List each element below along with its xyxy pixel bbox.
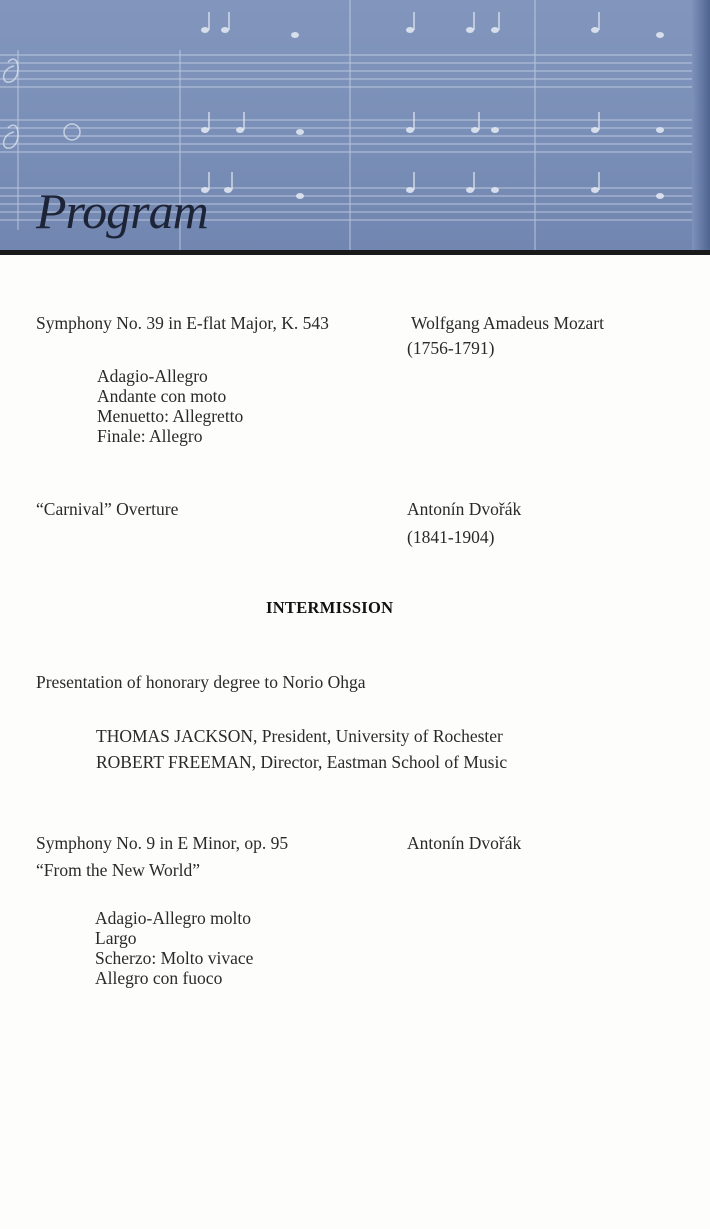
presenter-line: THOMAS JACKSON, President, University of Rochester (96, 726, 503, 746)
work3-subtitle: “From the New World” (36, 860, 200, 880)
intermission-heading: INTERMISSION (266, 598, 394, 617)
work2-dates: (1841-1904) (407, 527, 495, 547)
movement-item: Andante con moto (97, 386, 227, 406)
movement-item: Scherzo: Molto vivace (95, 948, 254, 968)
work1-dates: (1756-1791) (407, 338, 495, 358)
work1-composer: Wolfgang Amadeus Mozart (411, 313, 604, 333)
movement-item: Adagio-Allegro (97, 366, 208, 386)
movement-item: Largo (95, 928, 137, 948)
presentation-text: Presentation of honorary degree to Norio Ohga (36, 672, 366, 692)
work2-composer: Antonín Dvořák (407, 499, 522, 519)
work2-title: “Carnival” Overture (36, 499, 179, 519)
header-divider (0, 250, 710, 255)
program-header-band (0, 0, 710, 250)
movement-item: Finale: Allegro (97, 426, 203, 446)
presenter-line: ROBERT FREEMAN, Director, Eastman School of Music (96, 752, 508, 772)
work1-movements (97, 366, 243, 446)
movement-item: Menuetto: Allegretto (97, 406, 244, 426)
page-title: Program (36, 183, 208, 239)
movement-item: Allegro con fuoco (95, 968, 223, 988)
work3-composer: Antonín Dvořák (407, 833, 522, 853)
movement-item: Adagio-Allegro molto (95, 908, 252, 928)
header-edge-shade (692, 0, 710, 250)
work3-title: Symphony No. 9 in E Minor, op. 95 (36, 833, 289, 853)
work3-movements (95, 908, 253, 988)
work1-title: Symphony No. 39 in E-flat Major, K. 543 (36, 313, 329, 333)
